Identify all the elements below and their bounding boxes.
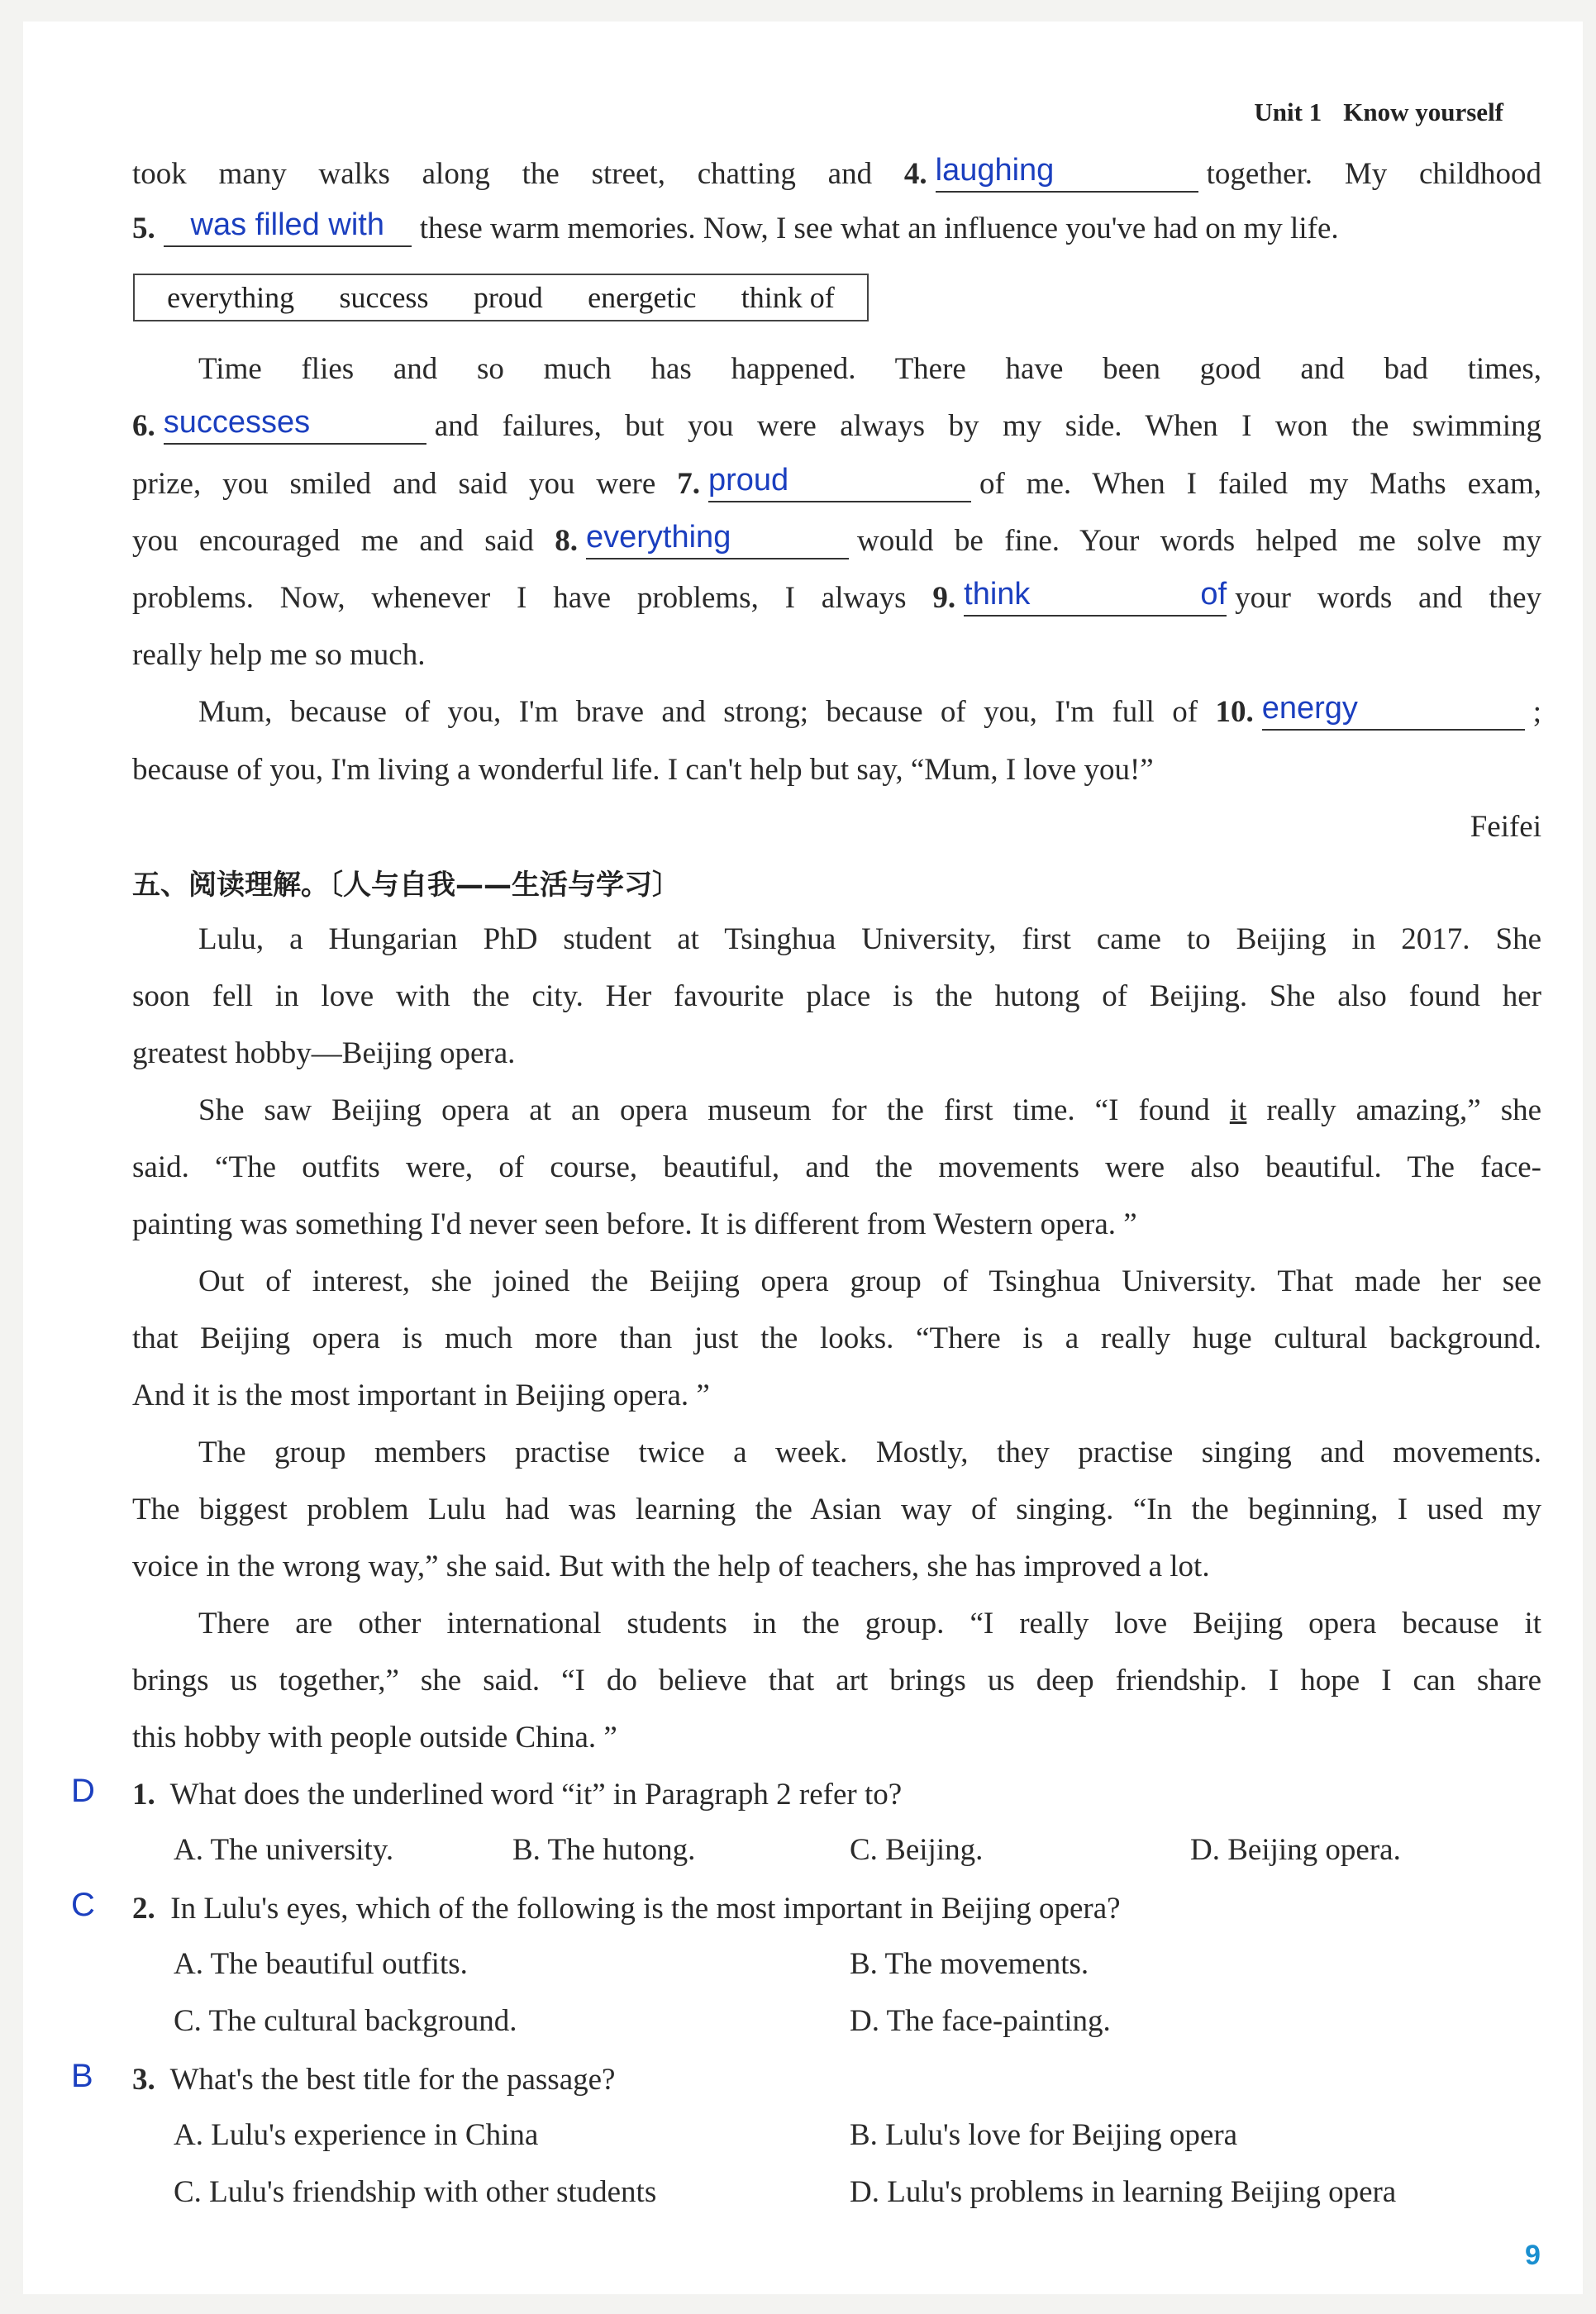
section-title: 五、阅读理解。〔人与自我——生活与学习〕 — [132, 869, 680, 902]
passage-line: The biggest problem Lulu had was learning the Asian way of singing. “In the beginning, I used my — [132, 1493, 1541, 1526]
option-d: D. The face-painting. — [850, 2004, 1111, 2038]
page-number: 9 — [1525, 2240, 1541, 2271]
question-number: 6. — [132, 409, 155, 443]
word-bank-item: success — [339, 281, 429, 314]
letter-line: because of you, I'm living a wonderful life. I can't help but say, “Mum, I love you!” — [132, 753, 1154, 787]
letter-line — [132, 521, 1541, 561]
answer-q3: B — [71, 2058, 93, 2094]
answer-5: was filled with — [190, 207, 384, 242]
passage-line: Lulu, a Hungarian PhD student at Tsinghua University, first came to Beijing in 2017. She — [198, 922, 1541, 956]
text: would be fine. Your words helped me solve my — [857, 524, 1542, 558]
text: prize, you smiled and said you were — [132, 467, 656, 501]
signature: Feifei — [1470, 810, 1541, 844]
answer-7: proud — [707, 463, 789, 498]
text: Mum, because of you, I'm brave and strong; because of you, I'm full of — [198, 695, 1198, 729]
answer-8: everything — [586, 520, 731, 555]
letter-line — [132, 578, 1541, 618]
option-a: A. Lulu's experience in China — [174, 2118, 539, 2152]
question-text: What does the underlined word “it” in Paragraph 2 refer to? — [169, 1778, 903, 1812]
answer-blank-7 — [707, 463, 971, 502]
word-bank — [133, 274, 869, 321]
passage-line: greatest hobby—Beijing opera. — [132, 1036, 516, 1070]
question-number: 3. — [132, 2063, 155, 2097]
answer-9: think of — [964, 577, 1227, 612]
question-1 — [132, 1775, 1541, 1815]
passage-line: Out of interest, she joined the Beijing opera group of Tsinghua University. That made her see — [198, 1264, 1541, 1298]
letter-line — [132, 464, 1541, 504]
answer-blank-8 — [586, 520, 849, 559]
answer-blank-10 — [1261, 691, 1525, 731]
answer-6: successes — [163, 405, 311, 440]
passage-line: brings us together,” she said. “I do believe that art brings us deep friendship. I hope I can share — [132, 1664, 1541, 1697]
text: She saw Beijing opera at an opera museum for the first time. “I found — [198, 1093, 1210, 1127]
option-a: A. The university. — [174, 1833, 394, 1867]
text: ; — [1532, 695, 1541, 729]
question-number: 2. — [132, 1892, 155, 1926]
page-header — [1254, 98, 1503, 127]
question-number: 5. — [132, 212, 155, 245]
underlined-word: it — [1229, 1093, 1247, 1127]
text: your words and they — [1235, 581, 1542, 615]
question-2 — [132, 1889, 1541, 1929]
text: and failures, but you were always by my side. When I won the swimming — [434, 409, 1541, 443]
question-number: 7. — [677, 467, 700, 501]
answer-blank-4 — [935, 153, 1198, 193]
word-bank-item: think of — [741, 281, 835, 314]
letter-line — [198, 693, 1541, 732]
passage-line: And it is the most important in Beijing opera. ” — [132, 1378, 710, 1412]
option-d: D. Beijing opera. — [1190, 1833, 1401, 1867]
letter-line — [132, 407, 1541, 446]
answer-10: energy — [1261, 691, 1358, 726]
passage-line — [198, 1091, 1541, 1131]
passage-line: The group members practise twice a week. Mostly, they practise singing and movements. — [198, 1436, 1541, 1469]
question-3 — [132, 2060, 1541, 2100]
option-b: B. Lulu's love for Beijing opera — [850, 2118, 1238, 2152]
answer-blank-6 — [163, 405, 426, 445]
text: took many walks along the street, chatting and — [132, 157, 873, 191]
option-c: C. The cultural background. — [174, 2004, 517, 2038]
letter-line: really help me so much. — [132, 638, 426, 672]
option-a: A. The beautiful outfits. — [174, 1947, 468, 1981]
passage-line: voice in the wrong way,” she said. But with the help of teachers, she has improved a lot. — [132, 1550, 1210, 1583]
text: together. My childhood — [1206, 157, 1541, 191]
letter-line: Time flies and so much has happened. There have been good and bad times, — [198, 352, 1541, 386]
passage-line: There are other international students in the group. “I really love Beijing opera because it — [198, 1607, 1541, 1640]
question-number: 4. — [903, 157, 927, 191]
text: really amazing,” she — [1266, 1093, 1542, 1127]
unit-title: Know yourself — [1343, 98, 1503, 126]
passage-line: that Beijing opera is much more than just the looks. “There is a really huge cultural background. — [132, 1321, 1541, 1355]
passage-line: soon fell in love with the city. Her favourite place is the hutong of Beijing. She also found her — [132, 979, 1541, 1013]
answer-4: laughing — [935, 153, 1055, 188]
passage-line: this hobby with people outside China. ” — [132, 1721, 617, 1755]
option-b: B. The movements. — [850, 1947, 1089, 1981]
word-bank-item: energetic — [588, 281, 697, 314]
word-bank-item: proud — [473, 281, 543, 314]
question-text: What's the best title for the passage? — [169, 2063, 616, 2097]
question-number: 8. — [555, 524, 578, 558]
answer-blank-9 — [964, 577, 1227, 617]
word-bank-item: everything — [167, 281, 295, 314]
question-number: 10. — [1215, 695, 1254, 729]
option-c: C. Lulu's friendship with other students — [174, 2175, 657, 2209]
letter-line — [132, 155, 1541, 194]
option-b: B. The hutong. — [512, 1833, 696, 1867]
question-number: 9. — [932, 581, 956, 615]
option-d: D. Lulu's problems in learning Beijing opera — [850, 2175, 1397, 2209]
question-number: 1. — [132, 1778, 155, 1812]
unit-label: Unit 1 — [1254, 98, 1322, 126]
letter-line — [132, 209, 1541, 249]
passage-line: said. “The outfits were, of course, beautiful, and the movements were also beautiful. The face- — [132, 1150, 1541, 1184]
text: these warm memories. Now, I see what an influence you've had on my life. — [419, 212, 1339, 245]
text: you encouraged me and said — [132, 524, 534, 558]
text: problems. Now, whenever I have problems, I always — [132, 581, 907, 615]
option-c: C. Beijing. — [850, 1833, 984, 1867]
answer-q2: C — [71, 1887, 95, 1923]
question-text: In Lulu's eyes, which of the following is the most important in Beijing opera? — [170, 1892, 1121, 1926]
passage-line: painting was something I'd never seen before. It is different from Western opera. ” — [132, 1207, 1137, 1241]
text: of me. When I failed my Maths exam, — [979, 467, 1541, 501]
answer-q1: D — [71, 1773, 95, 1809]
answer-blank-5 — [164, 207, 412, 247]
